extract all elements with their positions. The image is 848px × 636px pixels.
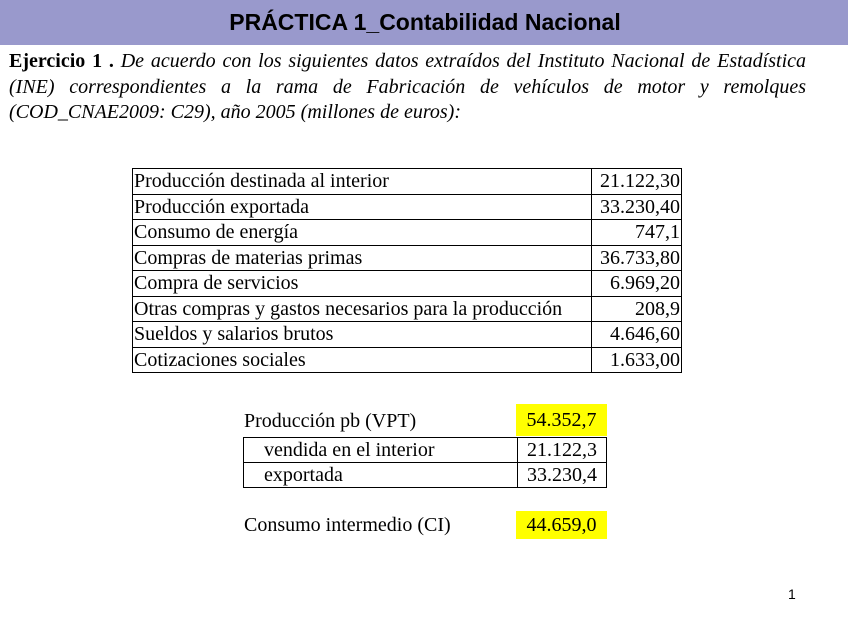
row-value: 1.633,00 bbox=[592, 347, 682, 373]
table-row bbox=[244, 463, 607, 488]
row-value: 6.969,20 bbox=[592, 271, 682, 297]
exercise-statement bbox=[9, 49, 806, 126]
data-table bbox=[132, 168, 682, 373]
page-number: 1 bbox=[788, 586, 796, 602]
table-row bbox=[133, 347, 682, 373]
table-row bbox=[133, 220, 682, 246]
title-bar bbox=[0, 0, 848, 45]
table-row bbox=[133, 322, 682, 348]
table-row bbox=[133, 169, 682, 195]
row-label: vendida en el interior bbox=[244, 438, 518, 463]
row-label: Sueldos y salarios brutos bbox=[133, 322, 592, 348]
page-title: PRÁCTICA 1_Contabilidad Nacional bbox=[229, 9, 621, 35]
row-label: Otras compras y gastos necesarios para la producción bbox=[133, 296, 592, 322]
exercise-lead: Ejercicio 1 . bbox=[9, 50, 114, 72]
vpt-breakdown-table bbox=[243, 437, 607, 488]
exercise-text: De acuerdo con los siguientes datos extraídos del Instituto Nacional de Estadística (INE) correspondientes a la rama de Fabricación de vehículos de motor y remolques (COD_CNAE2009: C29), año 2005 (millones de euros): bbox=[9, 50, 807, 123]
ci-label: Consumo intermedio (CI) bbox=[244, 514, 451, 536]
row-label: Compras de materias primas bbox=[133, 245, 592, 271]
row-value: 4.646,60 bbox=[592, 322, 682, 348]
row-label: Cotizaciones sociales bbox=[133, 347, 592, 373]
ci-value: 44.659,0 bbox=[516, 511, 607, 539]
table-row bbox=[133, 271, 682, 297]
row-label: Producción destinada al interior bbox=[133, 169, 592, 195]
table-row bbox=[133, 194, 682, 220]
row-value: 21.122,30 bbox=[592, 169, 682, 195]
row-value: 208,9 bbox=[592, 296, 682, 322]
row-label: Consumo de energía bbox=[133, 220, 592, 246]
row-label: Producción exportada bbox=[133, 194, 592, 220]
row-label: Compra de servicios bbox=[133, 271, 592, 297]
row-label: exportada bbox=[244, 463, 518, 488]
row-value: 33.230,4 bbox=[518, 463, 607, 488]
table-row bbox=[133, 296, 682, 322]
row-value: 747,1 bbox=[592, 220, 682, 246]
table-row bbox=[133, 245, 682, 271]
vpt-value: 54.352,7 bbox=[516, 404, 607, 436]
vpt-label: Producción pb (VPT) bbox=[244, 410, 417, 432]
row-value: 33.230,40 bbox=[592, 194, 682, 220]
table-row bbox=[244, 438, 607, 463]
row-value: 36.733,80 bbox=[592, 245, 682, 271]
row-value: 21.122,3 bbox=[518, 438, 607, 463]
